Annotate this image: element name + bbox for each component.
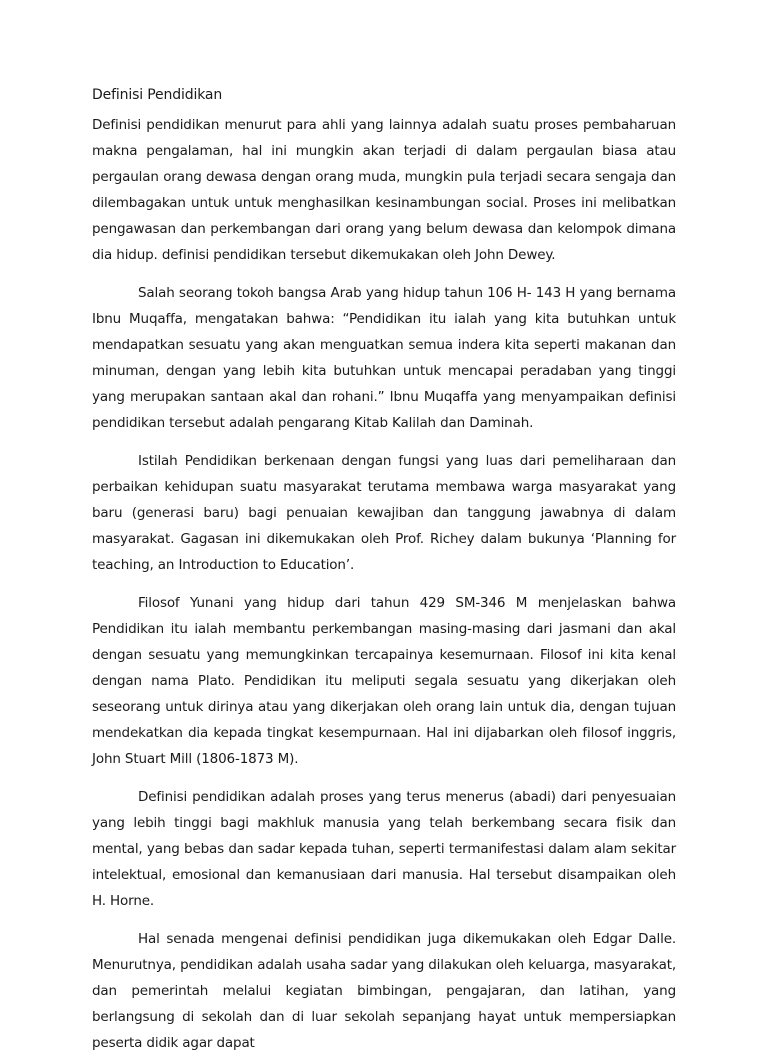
paragraph-prof-richey: Istilah Pendidikan berkenaan dengan fungsi yang luas dari pemeliharaan dan perbaikan kehidupan suatu masyarakat terutama membawa warga masyarakat yang baru (generasi baru) bagi penuaian kewajiban dan tanggung jawabnya di dalam masyarakat. Gagasan ini dikemukakan oleh Prof. Richey dalam bukunya ‘Planning for teaching, an Introduction to Education’. [92,453,676,573]
paragraph-ibnu-muqaffa: Salah seorang tokoh bangsa Arab yang hidup tahun 106 H- 143 H yang bernama Ibnu Muqaffa, mengatakan bahwa: “Pendidikan itu ialah yang kita butuhkan untuk mendapatkan sesuatu yang akan menguatkan semua indera kita seperti makanan dan minuman, dengan yang lebih kita butuhkan untuk mencapai peradaban yang tinggi yang merupakan santaan akal dan rohani.” Ibnu Muqaffa yang menyampaikan definisi pendidikan tersebut adalah pengarang Kitab Kalilah dan Daminah. [92,285,676,431]
paragraph-plato: Filosof Yunani yang hidup dari tahun 429 SM-346 M menjelaskan bahwa Pendidikan itu ialah membantu perkembangan masing-masing dari jasmani dan akal dengan sesuatu yang memungkinkan tercapainya kesemurnaan. Filosof ini kita kenal dengan nama Plato. Pendidikan itu meliputi segala sesuatu yang dikerjakan oleh seseorang untuk dirinya atau yang dikerjakan oleh orang lain untuk dia, dengan tujuan mendekatkan dia kepada tingkat kesempurnaan. Hal ini dijabarkan oleh filosof inggris, John Stuart Mill (1806-1873 M). [92,595,676,767]
paragraph-edgar-dalle: Hal senada mengenai definisi pendidikan juga dikemukakan oleh Edgar Dalle. Menurutnya, pendidikan adalah usaha sadar yang dilakukan oleh keluarga, masyarakat, dan pemerintah melalui kegiatan bimbingan, pengajaran, dan latihan, yang berlangsung di sekolah dan di luar sekolah sepanjang hayat untuk mempersiapkan peserta didik agar dapat [92,931,676,1051]
paragraph-john-dewey: Definisi pendidikan menurut para ahli yang lainnya adalah suatu proses pembaharuan makna pengalaman, hal ini mungkin akan terjadi di dalam pergaulan biasa atau pergaulan orang dewasa dengan orang muda, mungkin pula terjadi secara sengaja dan dilembagakan untuk untuk menghasilkan kesinambungan social. Proses ini melibatkan pengawasan dan perkembangan dari orang yang belum dewasa dan kelompok dimana dia hidup. definisi pendidikan tersebut dikemukakan oleh John Dewey. [92,117,676,263]
document-title: Definisi Pendidikan [92,87,223,103]
paragraph-h-horne: Definisi pendidikan adalah proses yang terus menerus (abadi) dari penyesuaian yang lebih tinggi bagi makhluk manusia yang telah berkembang secara fisik dan mental, yang bebas dan sadar kepada tuhan, seperti termanifestasi dalam alam sekitar intelektual, emosional dan kemanusiaan dari manusia. Hal tersebut disampaikan oleh H. Horne. [92,789,676,909]
